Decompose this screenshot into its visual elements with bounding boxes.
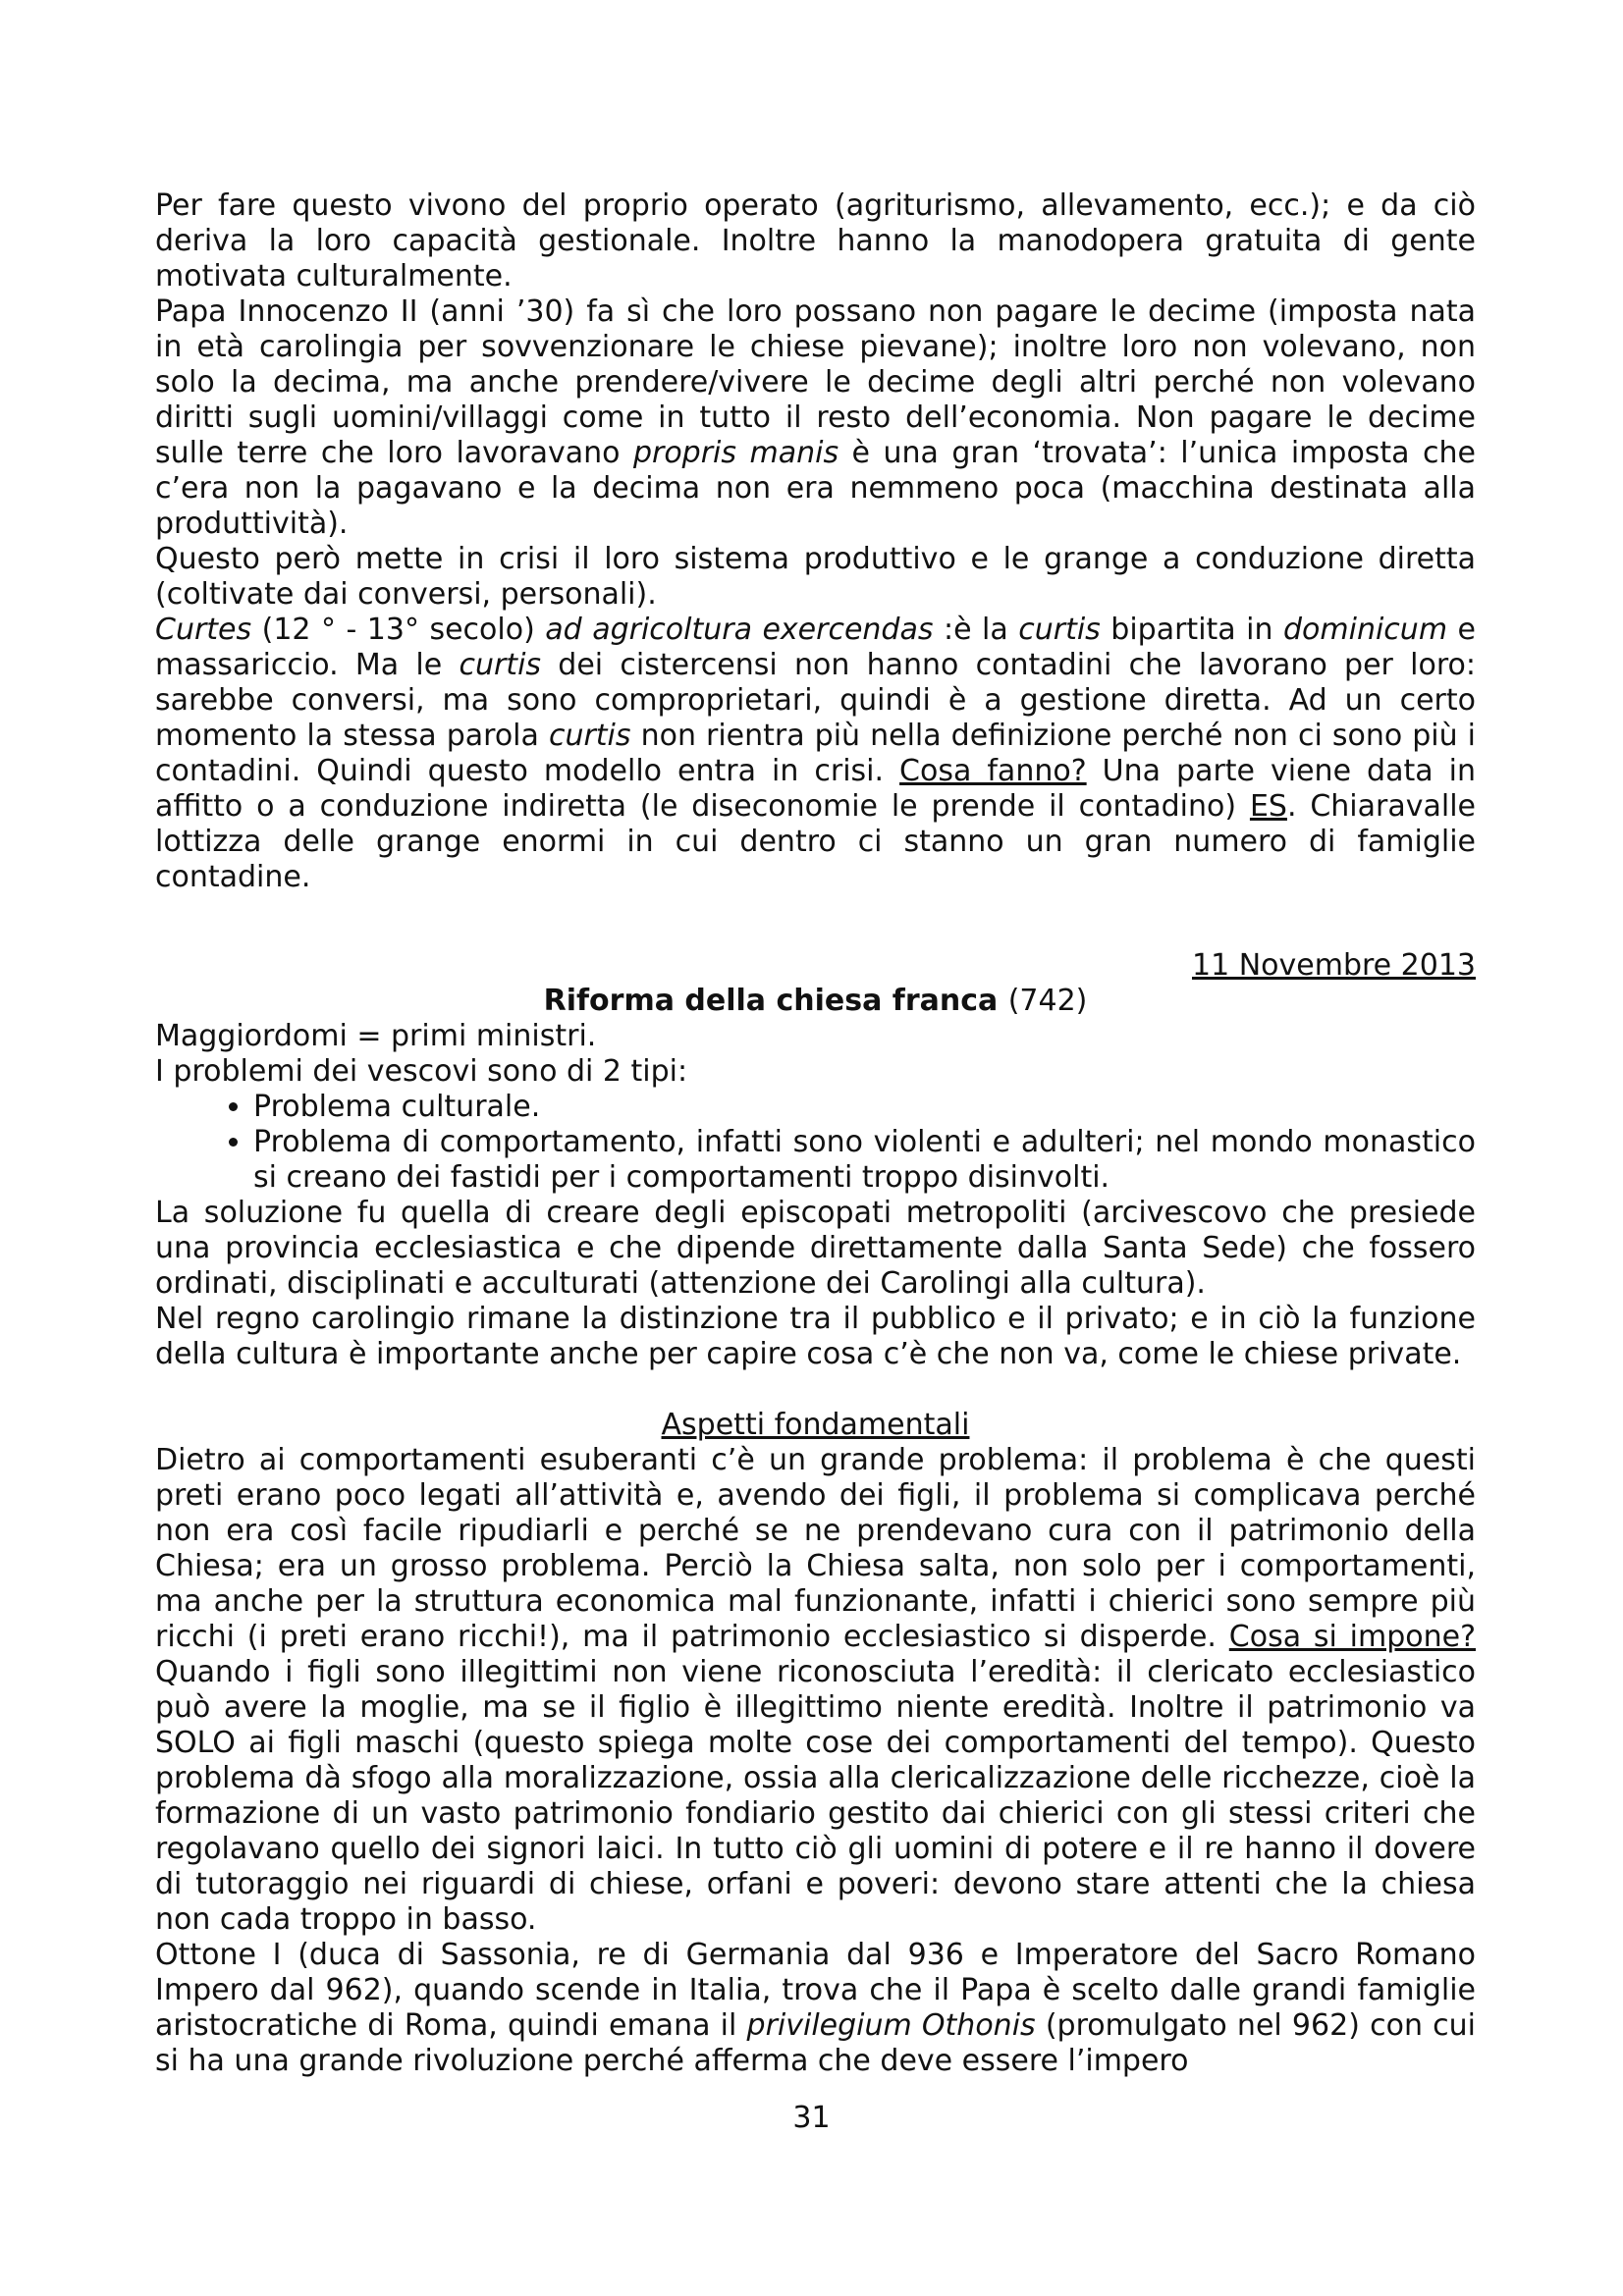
paragraph: Dietro ai comportamenti esuberanti c’è un grande problema: il problema è che questi preti erano poco legati all’attività e, avendo dei figli, il problema si complicava perché non era così facile ripudiarli e perché se ne prendevano cura con il patrimonio della Chiesa; era un grosso problema. Perciò la Chiesa salta, non solo per i comportamenti, ma anche per la struttura economica mal funzionante, infatti i chierici sono sempre più ricchi (i preti erano ricchi!), ma il patrimonio ecclesiastico si disperde. Cosa si impone? Quando i figli sono illegittimi non viene riconosciuta l’eredità: il clericato ecclesiastico può avere la moglie, ma se il figlio è illegittimo niente eredità. Inoltre il patrimonio va SOLO ai figli maschi (questo spiega molte cose dei comportamenti del tempo). Questo problema dà sfogo alla moralizzazione, ossia alla clericalizzazione delle ricchezze, cioè la formazione di un vasto patrimonio fondiario gestito dai chierici con gli stessi criteri che regolavano quello dei signori laici. In tutto ciò gli uomini di potere e il re hanno il dovere di tutoraggio nei riguardi di chiese, orfani e poveri: devono stare attenti che la chiesa non cada troppo in basso. xyxy=(155,1443,1477,1937)
paragraph: Per fare questo vivono del proprio operato (agriturismo, allevamento, ecc.); e da ciò deriva la loro capacità gestionale. Inoltre hanno la manodopera gratuita di gente motivata culturalmente. xyxy=(155,188,1476,294)
underlined-question: Cosa si impone? xyxy=(1228,1620,1477,1654)
section-year: (742) xyxy=(1007,984,1088,1018)
paragraph: Questo però mette in crisi il loro sistema produttivo e le grange a conduzione diretta (coltivate dai conversi, personali). xyxy=(155,542,1476,612)
latin-term: propris manis xyxy=(632,436,839,470)
paragraph: Nel regno carolingio rimane la distinzione tra il pubblico e il privato; e in ciò la funzione della cultura è importante anche per capire cosa c’è che non va, come le chiese private. xyxy=(155,1302,1476,1371)
paragraph: I problemi dei vescovi sono di 2 tipi: xyxy=(155,1054,688,1089)
list-item: • Problema di comportamento, infatti sono violenti e adulteri; nel mondo monastico si creano dei fastidi per i comportamenti troppo disinvolti. xyxy=(253,1125,1476,1196)
page-number: 31 xyxy=(792,2101,831,2135)
section-subtitle: Aspetti fondamentali xyxy=(661,1408,970,1442)
list-item: • Problema culturale. xyxy=(253,1090,1476,1125)
underlined-example: ES xyxy=(1249,789,1287,824)
paragraph: Ottone I (duca di Sassonia, re di Germania dal 936 e Imperatore del Sacro Romano Impero dal 962), quando scende in Italia, trova che il Papa è scelto dalle grandi famiglie aristocratiche di Roma, quindi emana il privilegium Othonis (promulgato nel 962) con cui si ha una grande rivoluzione perché afferma che deve essere l’impero xyxy=(155,1938,1476,2078)
bullet-list xyxy=(155,1090,1476,1196)
paragraph: Maggiordomi = primi ministri. xyxy=(155,1019,597,1053)
latin-term: privilegium Othonis xyxy=(746,2008,1036,2043)
paragraph: Curtes (12 ° - 13° secolo) ad agricoltura exercendas :è la curtis bipartita in dominicum e massariccio. Ma le curtis dei cistercensi non hanno contadini che lavorano per loro: sarebbe conversi, ma sono comproprietari, quindi è a gestione diretta. Ad un certo momento la stessa parola curtis non rientra più nella definizione perché non ci sono più i contadini. Quindi questo modello entra in crisi. Cosa fanno? Una parte viene data in affitto o a conduzione indiretta (le diseconomie le prende il contadino) ES. Chiaravalle lottizza delle grange enormi in cui dentro ci stanno un gran numero di famiglie contadine. xyxy=(155,613,1477,894)
paragraph: La soluzione fu quella di creare degli episcopati metropoliti (arcivescovo che presiede una provincia ecclesiastica e che dipende direttamente dalla Santa Sede) che fossero ordinati, disciplinati e acculturati (attenzione dei Carolingi alla cultura). xyxy=(155,1196,1476,1301)
page-content xyxy=(155,188,1476,2079)
section-title: Riforma della chiesa franca (742) xyxy=(543,984,1088,1018)
lecture-date: 11 Novembre 2013 xyxy=(1192,948,1476,983)
paragraph: Papa Innocenzo II (anni ’30) fa sì che loro possano non pagare le decime (imposta nata in età carolingia per sovvenzionare le chiese pievane); inoltre loro non volevano, non solo la decima, ma anche prendere/vivere le decime degli altri perché non volevano diritti sugli uomini/villaggi come in tutto il resto dell’economia. Non pagare le decime sulle terre che loro lavoravano propris manis è una gran ‘trovata’: l’unica imposta che c’era non la pagavano e la decima non era nemmeno poca (macchina destinata alla produttività). xyxy=(155,294,1476,541)
underlined-question: Cosa fanno? xyxy=(899,754,1087,788)
